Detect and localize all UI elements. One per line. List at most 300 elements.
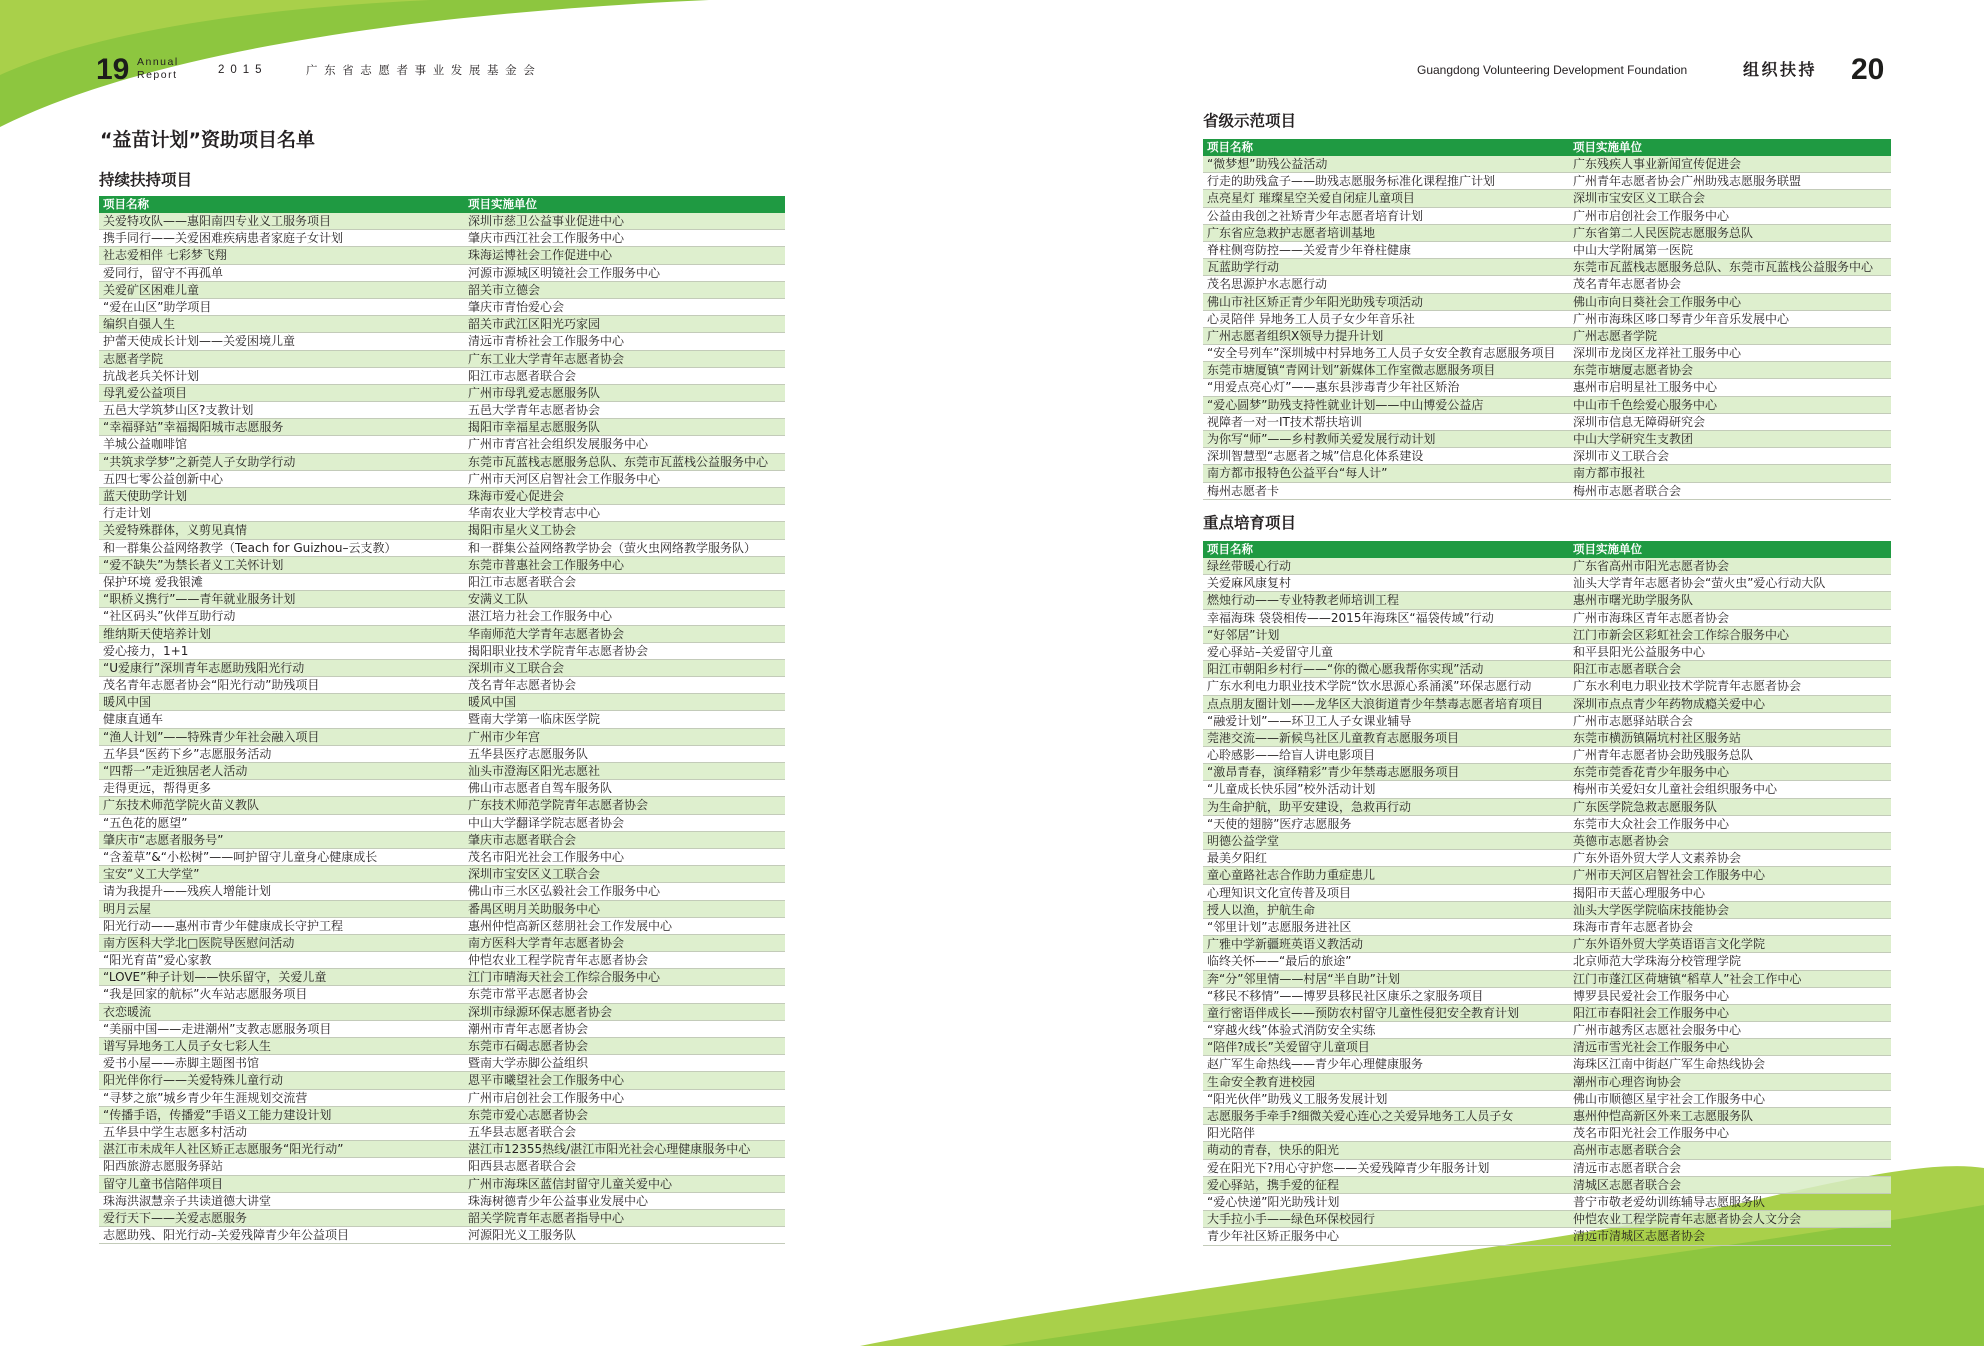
project-name-cell: “儿童成长快乐园”校外活动计划 bbox=[1207, 782, 1376, 797]
project-name-cell: 深圳智慧型“志愿者之城”信息化体系建设 bbox=[1207, 449, 1424, 464]
implementing-unit-cell: 梅州市志愿者联合会 bbox=[1573, 483, 1682, 498]
table-row bbox=[99, 1072, 785, 1089]
project-name-cell: 阳光行动——惠州市青少年健康成长守护工程 bbox=[103, 918, 344, 933]
implementing-unit-cell: 东莞市石碣志愿者协会 bbox=[468, 1039, 589, 1053]
table-row bbox=[99, 969, 785, 986]
table-row bbox=[1203, 1022, 1891, 1039]
project-name-cell: 珠海洪淑慧亲子共读道德大讲堂 bbox=[103, 1193, 272, 1208]
table-row bbox=[1203, 483, 1891, 500]
project-name-cell: 南方都市报特色公益平台“每人计” bbox=[1207, 466, 1388, 481]
implementing-unit-cell: 深圳市点点青少年药物成瘾关爱中心 bbox=[1573, 696, 1766, 711]
table-row bbox=[99, 333, 785, 350]
project-name-cell: 心聆感影——给盲人讲电影项目 bbox=[1207, 748, 1376, 763]
table-row bbox=[1203, 713, 1891, 730]
table-row bbox=[1203, 156, 1891, 173]
project-name-cell: 羊城公益咖啡馆 bbox=[103, 437, 188, 452]
project-name-cell: 湛江市未成年人社区矫正志愿服务“阳光行动” bbox=[103, 1142, 344, 1157]
implementing-unit-cell: 湛江市12355热线/湛江市阳光社会心理健康服务中心 bbox=[468, 1142, 751, 1157]
project-name-cell: 谱写异地务工人员子女七彩人生 bbox=[103, 1039, 272, 1053]
implementing-unit-cell: 汕头大学青年志愿者协会“萤火虫”爱心行动大队 bbox=[1573, 576, 1826, 591]
implementing-unit-cell: 东莞市瓦蓝栈志愿服务总队、东莞市瓦蓝栈公益服务中心 bbox=[468, 454, 769, 469]
project-name-cell: 广东省应急救护志愿者培训基地 bbox=[1207, 225, 1376, 240]
table-row bbox=[1203, 971, 1891, 988]
table-row bbox=[1203, 414, 1891, 431]
project-name-cell: 阳光伴你行——关爱特殊儿童行动 bbox=[103, 1073, 284, 1088]
implementing-unit-cell: 东莞市莞香花青少年服务中心 bbox=[1573, 765, 1730, 780]
organization-name-en: Guangdong Volunteering Development Foundation bbox=[1417, 63, 1688, 77]
table-row bbox=[99, 282, 785, 299]
project-name-cell: 留守儿童书信陪伴项目 bbox=[103, 1176, 224, 1191]
project-name-cell: 童心童路社志合作助力重症患儿 bbox=[1207, 868, 1376, 883]
implementing-unit-cell: 珠海运博社会工作促进中心 bbox=[468, 248, 613, 263]
project-name-cell: “U爱康行”深圳青年志愿助残阳光行动 bbox=[103, 660, 305, 675]
implementing-unit-cell: 广东工业大学青年志愿者协会 bbox=[468, 351, 625, 366]
project-name-cell: 阳西旅游志愿服务驿站 bbox=[103, 1159, 224, 1174]
implementing-unit-cell: 东莞市爱心志愿者协会 bbox=[468, 1107, 589, 1122]
project-name-cell: “社区码头”伙伴互助行动 bbox=[103, 609, 236, 624]
project-name-cell: “融爱计划”——环卫工人子女课业辅导 bbox=[1207, 713, 1412, 728]
implementing-unit-cell: 肇庆市志愿者联合会 bbox=[468, 832, 577, 847]
project-name-cell: 广东技术师范学院火苗义教队 bbox=[103, 798, 260, 813]
table-row bbox=[99, 711, 785, 728]
project-name-cell: “五色花的愿望” bbox=[103, 815, 188, 830]
table-header bbox=[99, 196, 785, 213]
project-name-cell: 心灵陪伴 异地务工人员子女少年音乐社 bbox=[1207, 311, 1415, 326]
project-name-cell: 瓦蓝助学行动 bbox=[1207, 260, 1280, 275]
implementing-unit-cell: 仲恺农业工程学院青年志愿者协会人文分会 bbox=[1573, 1212, 1802, 1227]
project-name-cell: 脊柱侧弯防控——关爱青少年脊柱健康 bbox=[1207, 242, 1412, 257]
table-row bbox=[99, 368, 785, 385]
implementing-unit-cell: 广州青年志愿者协会助残服务总队 bbox=[1573, 748, 1754, 763]
project-name-cell: 最美夕阳红 bbox=[1207, 851, 1268, 866]
table-row bbox=[1203, 610, 1891, 627]
project-name-cell: 心理知识文化宣传普及项目 bbox=[1207, 885, 1352, 900]
implementing-unit-cell: 江门市新会区彩虹社会工作综合服务中心 bbox=[1573, 627, 1790, 642]
project-name-cell: “含羞草”&“小松树”——呵护留守儿童身心健康成长 bbox=[103, 849, 378, 864]
project-name-cell: 请为我提升——残疾人增能计划 bbox=[103, 884, 272, 899]
implementing-unit-cell: 揭阳市幸福星志愿服务队 bbox=[468, 420, 601, 435]
implementing-unit-cell: 汕头市澄海区阳光志愿社 bbox=[468, 764, 601, 778]
table-row bbox=[99, 729, 785, 746]
implementing-unit-cell: 佛山市向日葵社会工作服务中心 bbox=[1573, 294, 1742, 309]
implementing-unit-cell: 广州市青宫社会组织发展服务中心 bbox=[468, 437, 649, 452]
table-row bbox=[99, 557, 785, 574]
implementing-unit-cell: 华南师范大学青年志愿者协会 bbox=[468, 626, 625, 641]
table-row bbox=[99, 1141, 785, 1158]
implementing-unit-cell: 阳西县志愿者联合会 bbox=[468, 1159, 577, 1174]
table-row bbox=[1203, 730, 1891, 747]
project-name-cell: 东莞市塘厦镇“青网计划”新媒体工作室微志愿服务项目 bbox=[1207, 363, 1496, 378]
organization-name-cn: 广东省志愿者事业发展基金会 bbox=[306, 63, 542, 77]
project-name-cell: 视障者一对一IT技术帮扶培训 bbox=[1207, 414, 1362, 429]
page-number-right: 20 bbox=[1851, 53, 1885, 86]
page-number-left: 19 bbox=[96, 53, 130, 86]
implementing-unit-cell: 广州市天河区启智社会工作服务中心 bbox=[468, 471, 661, 486]
project-name-cell: 宝安”义工大学堂” bbox=[103, 867, 200, 882]
table-row bbox=[1203, 362, 1891, 379]
column-header-project-name: 项目名称 bbox=[103, 197, 149, 211]
implementing-unit-cell: 肇庆市西江社会工作服务中心 bbox=[468, 231, 625, 246]
implementing-unit-cell: 阳江市春阳社会工作服务中心 bbox=[1573, 1005, 1730, 1020]
table-row bbox=[1203, 592, 1891, 609]
implementing-unit-cell: 阳江市志愿者联合会 bbox=[468, 574, 577, 589]
implementing-unit-cell: 佛山市三水区弘毅社会工作服务中心 bbox=[468, 884, 661, 899]
table-row bbox=[99, 952, 785, 969]
project-name-cell: “陪伴?成长”关爱留守儿童项目 bbox=[1207, 1040, 1370, 1055]
implementing-unit-cell: 河源市源城区明镜社会工作服务中心 bbox=[468, 265, 661, 280]
implementing-unit-cell: 汕头大学医学院临床技能协会 bbox=[1573, 902, 1730, 917]
project-name-cell: 编织自强人生 bbox=[103, 317, 176, 332]
table-row bbox=[1203, 276, 1891, 293]
project-name-cell: 奔“分”邻里情——村居“半自助”计划 bbox=[1207, 971, 1400, 986]
table-row bbox=[1203, 1228, 1891, 1245]
implementing-unit-cell: 韶关市武江区阳光巧家园 bbox=[468, 317, 601, 332]
implementing-unit-cell: 深圳市龙岗区龙祥社工服务中心 bbox=[1573, 346, 1742, 361]
project-name-cell: 关爱矿区困难儿童 bbox=[103, 282, 200, 297]
implementing-unit-cell: 华南农业大学校青志中心 bbox=[468, 506, 601, 521]
column-header-project-name: 项目名称 bbox=[1207, 140, 1253, 154]
implementing-unit-cell: 广东省第二人民医院志愿服务总队 bbox=[1573, 225, 1754, 240]
implementing-unit-cell: 广州市少年宫 bbox=[468, 729, 541, 744]
project-name-cell: 临终关怀——“最后的旅途” bbox=[1207, 954, 1352, 969]
project-name-cell: 携手同行——关爱困难疾病患者家庭子女计划 bbox=[103, 231, 344, 246]
project-name-cell: “阳光伙伴”助残义工服务发展计划 bbox=[1207, 1091, 1388, 1106]
implementing-unit-cell: 广东外语外贸大学人文素养协会 bbox=[1573, 851, 1742, 866]
table-row bbox=[99, 213, 785, 230]
project-name-cell: “我是回家的航标”火车站志愿服务项目 bbox=[103, 987, 308, 1002]
table-row bbox=[99, 419, 785, 436]
implementing-unit-cell: 佛山市顺德区星宇社会工作服务中心 bbox=[1573, 1091, 1766, 1106]
project-name-cell: 社志爱相伴 七彩梦飞翔 bbox=[103, 248, 227, 263]
project-name-cell: 青少年社区矫正服务中心 bbox=[1207, 1229, 1340, 1244]
table-row bbox=[99, 230, 785, 247]
project-name-cell: “阳光育苗”爱心家教 bbox=[103, 953, 212, 968]
project-name-cell: 广东水利电力职业技术学院“饮水思源心系涌溪”环保志愿行动 bbox=[1207, 679, 1532, 694]
table-row bbox=[1203, 1177, 1891, 1194]
table-row bbox=[99, 832, 785, 849]
implementing-unit-cell: 博罗县民爱社会工作服务中心 bbox=[1573, 988, 1730, 1003]
table-row bbox=[99, 591, 785, 608]
table-row bbox=[1203, 173, 1891, 190]
implementing-unit-cell: 深圳市义工联合会 bbox=[1573, 449, 1670, 464]
table-row bbox=[1203, 816, 1891, 833]
implementing-unit-cell: 东莞市塘厦志愿者协会 bbox=[1573, 363, 1694, 378]
implementing-unit-cell: 佛山市志愿者自驾车服务队 bbox=[468, 781, 613, 796]
project-name-cell: 大手拉小手——绿色环保校园行 bbox=[1207, 1212, 1376, 1227]
implementing-unit-cell: 广州市志愿驿站联合会 bbox=[1573, 713, 1694, 728]
table-row bbox=[1203, 1039, 1891, 1056]
project-name-cell: “四帮一”走近独居老人活动 bbox=[103, 764, 248, 778]
project-name-cell: 明月云屋 bbox=[103, 901, 152, 916]
table-row bbox=[1203, 885, 1891, 902]
table-row bbox=[1203, 627, 1891, 644]
table-row bbox=[99, 608, 785, 625]
project-name-cell: 佛山市社区矫正青少年阳光助残专项活动 bbox=[1207, 294, 1424, 309]
project-name-cell: 母乳爱公益项目 bbox=[103, 385, 188, 400]
implementing-unit-cell: 广州市海珠区蓝信封留守儿童关爱中心 bbox=[468, 1176, 673, 1191]
project-name-cell: 志愿者学院 bbox=[103, 351, 164, 366]
implementing-unit-cell: 广州志愿者学院 bbox=[1573, 328, 1658, 343]
table-row bbox=[99, 694, 785, 711]
implementing-unit-cell: 清远市雪光社会工作服务中心 bbox=[1573, 1040, 1730, 1055]
project-name-cell: 爱行天下——关爱志愿服务 bbox=[103, 1210, 248, 1225]
implementing-unit-cell: 湛江培力社会工作服务中心 bbox=[468, 609, 613, 624]
table-row bbox=[99, 1193, 785, 1210]
project-name-cell: 肇庆市“志愿者服务号” bbox=[103, 832, 224, 847]
table-row bbox=[99, 883, 785, 900]
implementing-unit-cell: 揭阳职业技术学院青年志愿者协会 bbox=[468, 643, 649, 658]
table-row bbox=[1203, 558, 1891, 575]
table-row bbox=[1203, 1056, 1891, 1073]
table-row bbox=[99, 540, 785, 557]
implementing-unit-cell: 清城区志愿者联合会 bbox=[1573, 1177, 1682, 1192]
table-row bbox=[99, 1210, 785, 1227]
table-row bbox=[99, 1176, 785, 1193]
project-name-cell: “天使的翅膀”医疗志愿服务 bbox=[1207, 816, 1352, 831]
implementing-unit-cell: 梅州市关爱妇女儿童社会组织服务中心 bbox=[1573, 782, 1778, 797]
project-name-cell: “渔人计划”——特殊青少年社会融入项目 bbox=[103, 729, 320, 744]
project-name-cell: “爱心圆梦”助残支持性就业计划——中山博爱公益店 bbox=[1207, 397, 1484, 412]
implementing-unit-cell: 茂名青年志愿者协会 bbox=[468, 678, 577, 693]
implementing-unit-cell: 茂名青年志愿者协会 bbox=[1573, 277, 1682, 292]
implementing-unit-cell: 广东外语外贸大学英语语言文化学院 bbox=[1573, 937, 1766, 952]
project-name-cell: 维纳斯天使培养计划 bbox=[103, 626, 212, 641]
table-row bbox=[1203, 661, 1891, 678]
project-name-cell: 燃烛行动——专业特教老师培训工程 bbox=[1207, 593, 1400, 608]
project-name-cell: 点点朋友圈计划——龙华区大浪街道青少年禁毒志愿者培育项目 bbox=[1207, 696, 1544, 711]
project-name-cell: 茂名思源护水志愿行动 bbox=[1207, 277, 1328, 292]
implementing-unit-cell: 清远市志愿者联合会 bbox=[1573, 1160, 1682, 1175]
project-name-cell: 保护环境 爱我银滩 bbox=[103, 574, 203, 589]
table-body bbox=[99, 213, 785, 1244]
table-body bbox=[1203, 558, 1891, 1246]
project-name-cell: 点亮星灯 璀璨星空关爱自闭症儿童项目 bbox=[1207, 191, 1415, 206]
implementing-unit-cell: 清远市青桥社会工作服务中心 bbox=[468, 334, 625, 349]
table-row bbox=[99, 1021, 785, 1038]
table-row bbox=[1203, 799, 1891, 816]
table-row bbox=[99, 402, 785, 419]
table-row bbox=[1203, 294, 1891, 311]
implementing-unit-cell: 深圳市宝安区义工联合会 bbox=[468, 867, 601, 882]
project-name-cell: 阳江市朝阳乡村行——“你的微心愿我帮你实现”活动 bbox=[1207, 662, 1484, 677]
implementing-unit-cell: 广东水利电力职业技术学院青年志愿者协会 bbox=[1573, 679, 1802, 694]
table-row bbox=[1203, 747, 1891, 764]
implementing-unit-cell: 暖风中国 bbox=[468, 695, 517, 710]
project-name-cell: 萌动的青春，快乐的阳光 bbox=[1207, 1143, 1340, 1158]
project-name-cell: “美丽中国——走进潮州”支教志愿服务项目 bbox=[103, 1021, 332, 1036]
table-row bbox=[1203, 242, 1891, 259]
implementing-unit-cell: 东莞市瓦蓝栈志愿服务总队、东莞市瓦蓝栈公益服务中心 bbox=[1573, 260, 1874, 275]
project-name-cell: 走得更远，帮得更多 bbox=[103, 781, 212, 796]
table-row bbox=[1203, 448, 1891, 465]
implementing-unit-cell: 广州市海珠区青年志愿者协会 bbox=[1573, 610, 1730, 625]
table-row bbox=[99, 1038, 785, 1055]
project-name-cell: 莞港交流——新候鸟社区儿童教育志愿服务项目 bbox=[1207, 730, 1460, 745]
table-row bbox=[1203, 328, 1891, 345]
table-row bbox=[99, 299, 785, 316]
table-row bbox=[99, 265, 785, 282]
project-name-cell: 和一群集公益网络教学（Teach for Guizhou–云支教） bbox=[103, 540, 397, 555]
implementing-unit-cell: 广东医学院急救志愿服务队 bbox=[1573, 799, 1718, 814]
project-name-cell: 五华县中学生志愿多村活动 bbox=[103, 1124, 248, 1139]
project-name-cell: 关爱特殊群体，义剪见真情 bbox=[103, 523, 248, 538]
report-label: Report bbox=[137, 69, 178, 81]
table-row bbox=[99, 488, 785, 505]
implementing-unit-cell: 广东残疾人事业新闻宣传促进会 bbox=[1573, 157, 1742, 171]
column-header-implementing-unit: 项目实施单位 bbox=[1573, 542, 1642, 556]
project-name-cell: 行走的助残盒子——助残志愿服务标准化课程推广计划 bbox=[1207, 174, 1496, 189]
implementing-unit-cell: 深圳市信息无障碍研究会 bbox=[1573, 414, 1706, 429]
table-row bbox=[1203, 902, 1891, 919]
project-name-cell: “好邻居”计划 bbox=[1207, 627, 1280, 642]
table-row bbox=[1203, 678, 1891, 695]
project-name-cell: “职桥义携行”——青年就业服务计划 bbox=[103, 592, 296, 607]
table-row bbox=[99, 849, 785, 866]
table-row bbox=[99, 1004, 785, 1021]
implementing-unit-cell: 江门市晴海天社会工作综合服务中心 bbox=[468, 970, 661, 985]
column-header-project-name: 项目名称 bbox=[1207, 542, 1253, 556]
table-row bbox=[1203, 850, 1891, 867]
table-row bbox=[1203, 431, 1891, 448]
project-name-cell: 广雅中学新疆班英语义教活动 bbox=[1207, 937, 1364, 952]
implementing-unit-cell: 中山市千色绘爱心服务中心 bbox=[1573, 397, 1718, 412]
project-name-cell: 抗战老兵关怀计划 bbox=[103, 368, 200, 383]
implementing-unit-cell: 中山大学附属第一医院 bbox=[1573, 242, 1694, 257]
project-name-cell: 为你写“师”——乡村教师关爱发展行动计划 bbox=[1207, 432, 1436, 446]
project-name-cell: 关爱麻风康复村 bbox=[1207, 576, 1292, 591]
project-name-cell: 五四七零公益创新中心 bbox=[103, 471, 224, 486]
implementing-unit-cell: 五华县志愿者联合会 bbox=[468, 1124, 577, 1139]
implementing-unit-cell: 仲恺农业工程学院青年志愿者协会 bbox=[468, 953, 649, 968]
table-row bbox=[99, 385, 785, 402]
implementing-unit-cell: 惠州市曙光助学服务队 bbox=[1573, 593, 1694, 608]
implementing-unit-cell: 海珠区江南中街赵广军生命热线协会 bbox=[1573, 1057, 1766, 1072]
table-row bbox=[1203, 919, 1891, 936]
project-name-cell: 授人以渔，护航生命 bbox=[1207, 902, 1316, 917]
table-row bbox=[1203, 833, 1891, 850]
project-name-cell: 蓝天使助学计划 bbox=[103, 489, 188, 503]
table-row bbox=[99, 574, 785, 591]
implementing-unit-cell: 揭阳市天蓝心理服务中心 bbox=[1573, 885, 1706, 900]
implementing-unit-cell: 广州市越秀区志愿社会服务中心 bbox=[1573, 1023, 1742, 1038]
table-row bbox=[99, 505, 785, 522]
project-name-cell: 爱在阳光下?用心守护您——关爱残障青少年服务计划 bbox=[1207, 1160, 1490, 1175]
table-row bbox=[99, 522, 785, 539]
table-row bbox=[99, 1124, 785, 1141]
project-name-cell: 南方医科大学北□医院导医慰问活动 bbox=[103, 935, 295, 950]
implementing-unit-cell: 河源阳光义工服务队 bbox=[468, 1228, 577, 1243]
table-body bbox=[1203, 156, 1891, 500]
table-row bbox=[1203, 575, 1891, 592]
implementing-unit-cell: 深圳市义工联合会 bbox=[468, 660, 565, 675]
implementing-unit-cell: 潮州市青年志愿者协会 bbox=[468, 1021, 589, 1036]
implementing-unit-cell: 高州市志愿者联合会 bbox=[1573, 1143, 1682, 1158]
project-name-cell: 梅州志愿者卡 bbox=[1207, 483, 1280, 498]
implementing-unit-cell: 普宁市敬老爱幼训练辅导志愿服务队 bbox=[1573, 1194, 1766, 1209]
implementing-unit-cell: 东莞市普惠社会工作服务中心 bbox=[468, 557, 625, 572]
project-name-cell: 护蕾天使成长计划——关爱困境儿童 bbox=[103, 334, 296, 349]
implementing-unit-cell: 东莞市大众社会工作服务中心 bbox=[1573, 816, 1730, 831]
annual-label: Annual bbox=[137, 56, 179, 68]
table-row bbox=[1203, 208, 1891, 225]
project-name-cell: 健康直通车 bbox=[103, 712, 164, 727]
implementing-unit-cell: 中山大学翻译学院志愿者协会 bbox=[468, 815, 625, 830]
table-row bbox=[1203, 345, 1891, 362]
project-name-cell: 茂名青年志愿者协会“阳光行动”助残项目 bbox=[103, 678, 320, 693]
project-name-cell: “传播手语，传播爱”手语义工能力建设计划 bbox=[103, 1107, 332, 1122]
table-row bbox=[99, 797, 785, 814]
project-name-cell: 绿丝带暖心行动 bbox=[1207, 559, 1292, 573]
table-row bbox=[1203, 953, 1891, 970]
implementing-unit-cell: 五华县医疗志愿服务队 bbox=[468, 746, 589, 761]
table-row bbox=[99, 454, 785, 471]
table-row bbox=[1203, 936, 1891, 953]
table-row bbox=[99, 1055, 785, 1072]
table-row bbox=[1203, 190, 1891, 207]
column-header-implementing-unit: 项目实施单位 bbox=[1573, 140, 1642, 154]
implementing-unit-cell: 深圳市绿源环保志愿者协会 bbox=[468, 1004, 613, 1019]
report-year: 2015 bbox=[218, 64, 268, 76]
project-name-cell: 行走计划 bbox=[103, 506, 152, 521]
implementing-unit-cell: 安满义工队 bbox=[468, 592, 529, 607]
implementing-unit-cell: 清远市清城区志愿者协会 bbox=[1573, 1229, 1706, 1244]
project-name-cell: 为生命护航，助平安建设，急救再行动 bbox=[1207, 799, 1412, 814]
implementing-unit-cell: 广州市母乳爱志愿服务队 bbox=[468, 385, 601, 400]
table-header bbox=[1203, 541, 1891, 558]
chapter-title: 组织扶持 bbox=[1743, 60, 1818, 79]
implementing-unit-cell: 南方医科大学青年志愿者协会 bbox=[468, 935, 625, 950]
project-name-cell: 爱心驿站–关爱留守儿童 bbox=[1207, 644, 1334, 659]
project-name-cell: 明德公益学堂 bbox=[1207, 834, 1280, 848]
key-cultivation-table bbox=[1203, 541, 1891, 1246]
implementing-unit-cell: 广州市启创社会工作服务中心 bbox=[468, 1090, 625, 1105]
implementing-unit-cell: 阳江市志愿者联合会 bbox=[468, 368, 577, 383]
implementing-unit-cell: 暨南大学赤脚公益组织 bbox=[468, 1056, 589, 1071]
table-row bbox=[99, 1227, 785, 1244]
project-name-cell: “安全号列车”深圳城中村异地务工人员子女安全教育志愿服务项目 bbox=[1207, 346, 1556, 361]
project-name-cell: “共筑求学梦”之新莞人子女助学行动 bbox=[103, 454, 296, 469]
table-row bbox=[1203, 311, 1891, 328]
project-name-cell: 赵广军生命热线——青少年心理健康服务 bbox=[1207, 1057, 1424, 1072]
implementing-unit-cell: 广州青年志愿者协会广州助残志愿服务联盟 bbox=[1573, 174, 1802, 189]
project-name-cell: “爱心快递”阳光助残计划 bbox=[1207, 1194, 1340, 1209]
project-name-cell: “LOVE”种子计划——快乐留守，关爱儿童 bbox=[103, 970, 327, 985]
project-name-cell: 衣恋暖流 bbox=[103, 1004, 152, 1019]
table-row bbox=[1203, 1142, 1891, 1159]
implementing-unit-cell: 暨南大学第一临床医学院 bbox=[468, 712, 601, 727]
table-row bbox=[99, 351, 785, 368]
table-row bbox=[1203, 1211, 1891, 1228]
table-row bbox=[99, 436, 785, 453]
table-row bbox=[1203, 867, 1891, 884]
implementing-unit-cell: 江门市蓬江区荷塘镇“稻草人”社会工作中心 bbox=[1573, 971, 1802, 986]
table-row bbox=[1203, 397, 1891, 414]
project-name-cell: “邻里计划”志愿服务进社区 bbox=[1207, 919, 1352, 934]
table-row bbox=[99, 866, 785, 883]
section-title-provincial: 省级示范项目 bbox=[1203, 112, 1297, 130]
implementing-unit-cell: 深圳市慈卫公益事业促进中心 bbox=[468, 214, 625, 228]
project-name-cell: 志愿服务手牵手?细微关爱心连心之关爱异地务工人员子女 bbox=[1207, 1109, 1514, 1123]
implementing-unit-cell: 广州市启创社会工作服务中心 bbox=[1573, 208, 1730, 223]
implementing-unit-cell: 东莞市横沥镇隔坑村社区服务站 bbox=[1573, 730, 1742, 745]
table-row bbox=[1203, 1194, 1891, 1211]
implementing-unit-cell: 番禺区明月关助服务中心 bbox=[468, 901, 601, 916]
project-name-cell: “爱在山区”助学项目 bbox=[103, 299, 212, 314]
implementing-unit-cell: 广东省高州市阳光志愿者协会 bbox=[1573, 559, 1730, 573]
provincial-demonstration-table bbox=[1203, 139, 1891, 500]
table-row bbox=[1203, 644, 1891, 661]
column-header-implementing-unit: 项目实施单位 bbox=[468, 197, 537, 211]
